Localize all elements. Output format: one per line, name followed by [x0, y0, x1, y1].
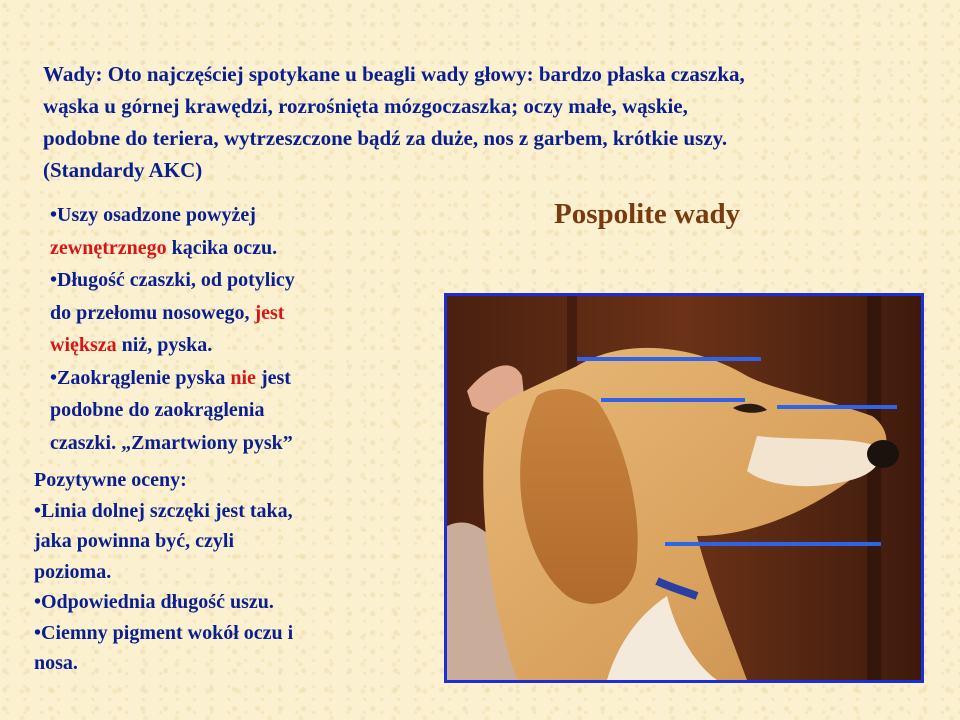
- intro-line: podobne do teriera, wytrzeszczone bądź za duże, nos z garbem, krótkie uszy.: [43, 126, 728, 150]
- faults-highlight: jest: [254, 301, 285, 324]
- positives-line: pozioma.: [34, 560, 112, 583]
- positives-line: jaka powinna być, czyli: [34, 530, 235, 552]
- faults-text: •Uszy osadzone powyżej: [50, 204, 256, 226]
- faults-text: do przełomu nosowego,: [50, 301, 255, 324]
- faults-line: [50, 297, 390, 330]
- positives-line: nosa.: [34, 652, 78, 674]
- faults-highlight: zewnętrznego: [50, 236, 167, 259]
- intro-line: wąska u górnej krawędzi, rozrośnięta mózgoczaszka; oczy małe, wąskie,: [43, 94, 688, 118]
- faults-highlight: nie: [230, 366, 256, 389]
- intro-line: Wady: Oto najczęściej spotykane u beagli wady głowy: bardzo płaska czaszka,: [43, 62, 745, 86]
- intro-line: (Standardy AKC): [43, 158, 203, 182]
- beagle-photo: [444, 293, 924, 683]
- faults-text: •Zaokrąglenie pyska: [50, 366, 231, 389]
- faults-line: [50, 329, 390, 362]
- faults-line: [50, 362, 390, 395]
- faults-text: jest: [255, 366, 291, 389]
- faults-text: kącika oczu.: [166, 236, 278, 259]
- faults-line: [50, 427, 390, 460]
- faults-line: [50, 264, 390, 297]
- faults-text: podobne do zaokrąglenia: [50, 399, 265, 421]
- faults-text: niż, pyska.: [116, 334, 213, 356]
- faults-text: czaszki. „Zmartwiony pysk”: [50, 431, 293, 454]
- beagle-illustration: [447, 296, 921, 680]
- faults-line: [50, 232, 390, 265]
- intro-text: [43, 58, 948, 186]
- slide-title: Pospolite wady: [554, 198, 741, 230]
- dog-nose: [867, 440, 899, 468]
- positives-line: •Ciemny pigment wokół oczu i: [34, 621, 294, 644]
- positives-line: •Odpowiednia długość uszu.: [34, 591, 274, 613]
- positives-line: •Linia dolnej szczęki jest taka,: [34, 499, 293, 522]
- positives-heading: Pozytywne oceny:: [34, 469, 187, 491]
- faults-highlight: większa: [50, 334, 117, 356]
- faults-text: •Długość czaszki, od potylicy: [50, 269, 295, 291]
- faults-line: [50, 394, 390, 427]
- faults-line: [50, 199, 390, 232]
- faults-list: [50, 199, 390, 459]
- positives-list: [34, 465, 414, 679]
